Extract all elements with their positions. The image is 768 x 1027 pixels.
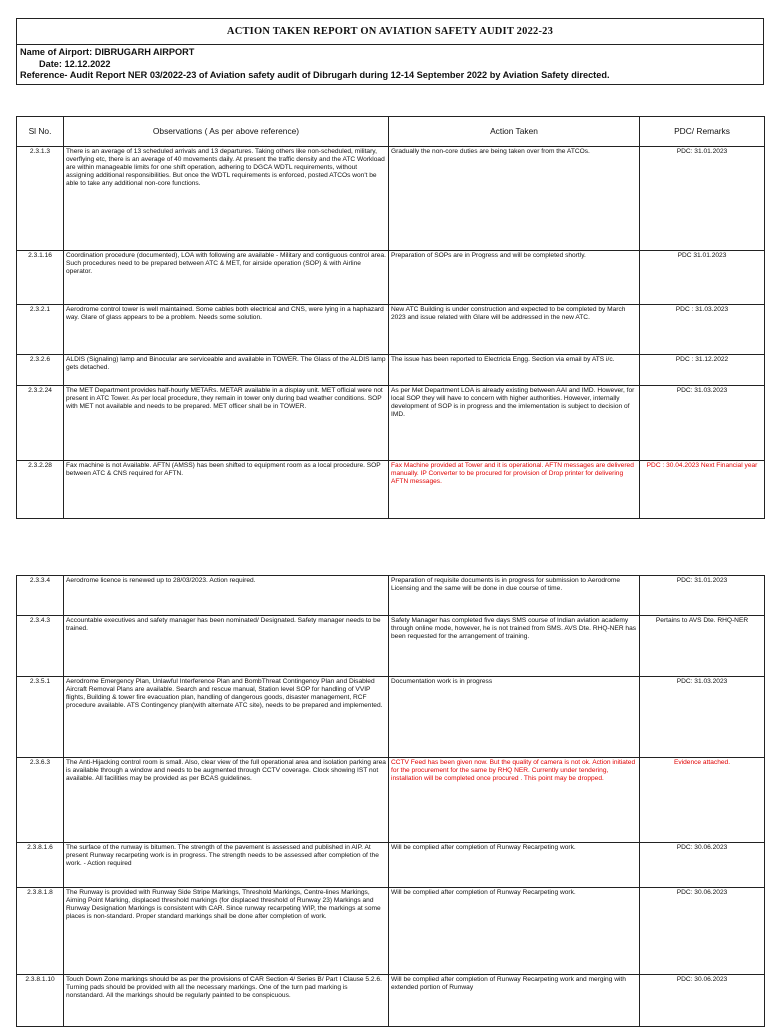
action-cell: The issue has been reported to Electricla Engg. Section via email by ATS i/c. — [389, 355, 640, 386]
sl-cell: 2.3.8.1.10 — [17, 975, 64, 1027]
pdc-cell: PDC: 30.06.2023 — [640, 843, 765, 888]
table-row — [17, 461, 765, 519]
observation-cell: Coordination procedure (documented), LOA with following are available - Military and contiguous control area. Such procedures need to be prepared between ATC & MET, for airside operation (SOP) & with Airline operator. — [64, 251, 389, 305]
action-cell: Fax Machine provided at Tower and it is operational. AFTN messages are delivered manually. IP Converter to be procured for provision of Drop printer for delivering AFTN messages. — [389, 461, 640, 519]
pdc-cell: Evidence attached. — [640, 758, 765, 843]
observation-cell: The MET Department provides half-hourly METARs. METAR available in a display unit. MET official were not present in ATC Tower. As per local procedure, they remain in tower only during bad weather conditions. SOP with MET not available and needs to be prepared. MET officer shall be in TOWER. — [64, 386, 389, 461]
sl-cell: 2.3.8.1.8 — [17, 888, 64, 975]
table-row — [17, 576, 765, 616]
table-row — [17, 677, 765, 758]
observation-cell: The Runway is provided with Runway Side Stripe Markings, Threshold Markings, Centre-lines Markings, Aiming Point Marking, displaced threshold markings (for displaced threshold of Runway 23) Markings and Runway Designation Markings is consistent with CAR. Since runway recarpeting WIP, the markings at some places is non-standard. Proper standard markings shall be done after completion of work. — [64, 888, 389, 975]
col-header-sl: Sl No. — [17, 117, 64, 147]
table-row — [17, 758, 765, 843]
action-cell: Preparation of SOPs are in Progress and will be completed shortly. — [389, 251, 640, 305]
sl-cell: 2.3.6.3 — [17, 758, 64, 843]
pdc-cell: PDC: 30.06.2023 — [640, 888, 765, 975]
observation-cell: Touch Down Zone markings should be as per the provisions of CAR Section 4/ Series B/ Part I Clause 5.2.6. Turning pads should be provided with all the necessary markings. One of the turn pad marking is nonstandard. All the markings should be regularly painted to be conspicuous. — [64, 975, 389, 1027]
action-cell: Safety Manager has completed five days SMS course of Indian aviation academy through online mode, however, he is not trained from SMS. AVS Dte. RHQ-NER has been requested for the arrangement of training. — [389, 616, 640, 677]
observation-cell: Fax machine is not Available. AFTN (AMSS) has been shifted to equipment room as a local procedure. SOP between ATC & CNS required for AFTN. — [64, 461, 389, 519]
observation-cell: There is an average of 13 scheduled arrivals and 13 departures. Taking others like non-scheduled, military, overflying etc, there is an average of 40 movements daily. At present the traffic density and the ATC Workload are within manageable limits for one shift operation, adhering to DGCA WDTL requirements, without assigning additional responsibilities. But once the WDTL requirements is enforced, posted ATCOs won't be able to take any additional non-core functions. — [64, 147, 389, 251]
action-cell: As per Met Department LOA is already existing between AAI and IMD. However, for local SOP they will have to concern with higher authorities. However, internally development of SOP is in progress and the imlementation is subject to decision of IMD. — [389, 386, 640, 461]
table-row — [17, 975, 765, 1027]
observation-cell: ALDIS (Signaling) lamp and Binocular are serviceable and available in TOWER. The Glass of the ALDIS lamp gets detached. — [64, 355, 389, 386]
action-cell: Will be complied after completion of Runway Recarpeting work. — [389, 888, 640, 975]
pdc-cell: PDC 31.01.2023 — [640, 251, 765, 305]
sl-cell: 2.3.5.1 — [17, 677, 64, 758]
pdc-cell: Pertains to AVS Dte. RHQ-NER — [640, 616, 765, 677]
table-row — [17, 616, 765, 677]
observation-cell: Accountable executives and safety manager has been nominated/ Designated. Safety manager needs to be trained. — [64, 616, 389, 677]
spacer — [16, 85, 764, 116]
sl-cell: 2.3.2.6 — [17, 355, 64, 386]
table-header-row — [17, 117, 765, 147]
pdc-cell: PDC: 31.01.2023 — [640, 147, 765, 251]
pdc-cell: PDC: 31.01.2023 — [640, 576, 765, 616]
table-row — [17, 386, 765, 461]
pdc-cell: PDC : 31.03.2023 — [640, 305, 765, 355]
action-cell: Preparation of requisite documents is in progress for submission to Aerodrome Licensing and the same will be done in due course of time. — [389, 576, 640, 616]
airport-name: Name of Airport: DIBRUGARH AIRPORT — [20, 47, 195, 57]
action-cell: New ATC Building is under construction and expected to be completed by March 2023 and issue related with Glare will be addressed in the new ATC. — [389, 305, 640, 355]
pdc-cell: PDC: 31.03.2023 — [640, 677, 765, 758]
sl-cell: 2.3.2.1 — [17, 305, 64, 355]
table-row — [17, 147, 765, 251]
table-row — [17, 843, 765, 888]
report-date: Date: 12.12.2022 — [39, 58, 111, 69]
sl-cell: 2.3.3.4 — [17, 576, 64, 616]
sl-cell: 2.3.1.16 — [17, 251, 64, 305]
action-cell: Documentation work is in progress — [389, 677, 640, 758]
report-meta — [16, 45, 764, 85]
action-cell: CCTV Feed has been given now. But the quality of camera is not ok. Action initiated for the procurement for the same by RHQ NER. Currently under tendering, installation will be completed once procured . This point may be dropped. — [389, 758, 640, 843]
sl-cell: 2.3.2.24 — [17, 386, 64, 461]
table-body-page-2 — [17, 576, 765, 1027]
audit-table-page-2 — [16, 575, 765, 1027]
table-row — [17, 251, 765, 305]
col-header-observations: Observations ( As per above reference) — [64, 117, 389, 147]
report-title: ACTION TAKEN REPORT ON AVIATION SAFETY AUDIT 2022-23 — [16, 18, 764, 45]
action-cell: Will be complied after completion of Runway Recarpeting work. — [389, 843, 640, 888]
audit-table-page-1 — [16, 116, 765, 519]
observation-cell: The surface of the runway is bitumen. The strength of the pavement is assessed and published in AIP. At present Runway recarpeting work is in progress. The strength needs to be assessed after completion of the work. - Action required — [64, 843, 389, 888]
reference-line: Reference- Audit Report NER 03/2022-23 of Aviation safety audit of Dibrugarh during 12-14 September 2022 by Aviation Safety directed. — [20, 70, 610, 80]
sl-cell: 2.3.8.1.6 — [17, 843, 64, 888]
table-body-page-1 — [17, 147, 765, 519]
observation-cell: Aerodrome licence is renewed up to 28/03/2023. Action required. — [64, 576, 389, 616]
observation-cell: Aerodrome control tower is well maintained. Some cables both electrical and CNS, were lying in a haphazard way. Glare of glass appears to be a problem. Needs some solution. — [64, 305, 389, 355]
action-cell: Gradually the non-core duties are being taken over from the ATCOs. — [389, 147, 640, 251]
sl-cell: 2.3.2.28 — [17, 461, 64, 519]
pdc-cell: PDC: 30.06.2023 — [640, 975, 765, 1027]
sl-cell: 2.3.1.3 — [17, 147, 64, 251]
pdc-cell: PDC : 31.12.2022 — [640, 355, 765, 386]
observation-cell: The Anti-Hijacking control room is small. Also, clear view of the full operational area and isolation parking area is available through a window and needs to be augmented through CCTV coverage. Clock showing IST not available. All facilities may be provided as per BCAS guidelines. — [64, 758, 389, 843]
table-row — [17, 888, 765, 975]
report-sheet — [16, 18, 764, 1027]
table-row — [17, 305, 765, 355]
observation-cell: Aerodrome Emergency Plan, Unlawful Interference Plan and BombThreat Contingency Plan and Disabled Aircraft Removal Plans are available. Search and rescue manual, Station level SOP for handling of VVIP flights, Building & tower fire evacuation plan, handling of dangerous goods, disaster management, RCF procedure available. ATS Contingency plan(with alternate ATC site), needs to be prepared and implemented. — [64, 677, 389, 758]
col-header-action: Action Taken — [389, 117, 640, 147]
pdc-cell: PDC: 31.03.2023 — [640, 386, 765, 461]
col-header-pdc: PDC/ Remarks — [640, 117, 765, 147]
page-break — [16, 519, 764, 575]
action-cell: Will be complied after completion of Runway Recarpeting work and merging with extended portion of Runway — [389, 975, 640, 1027]
table-row — [17, 355, 765, 386]
pdc-cell: PDC : 30.04.2023 Next Financial year — [640, 461, 765, 519]
sl-cell: 2.3.4.3 — [17, 616, 64, 677]
